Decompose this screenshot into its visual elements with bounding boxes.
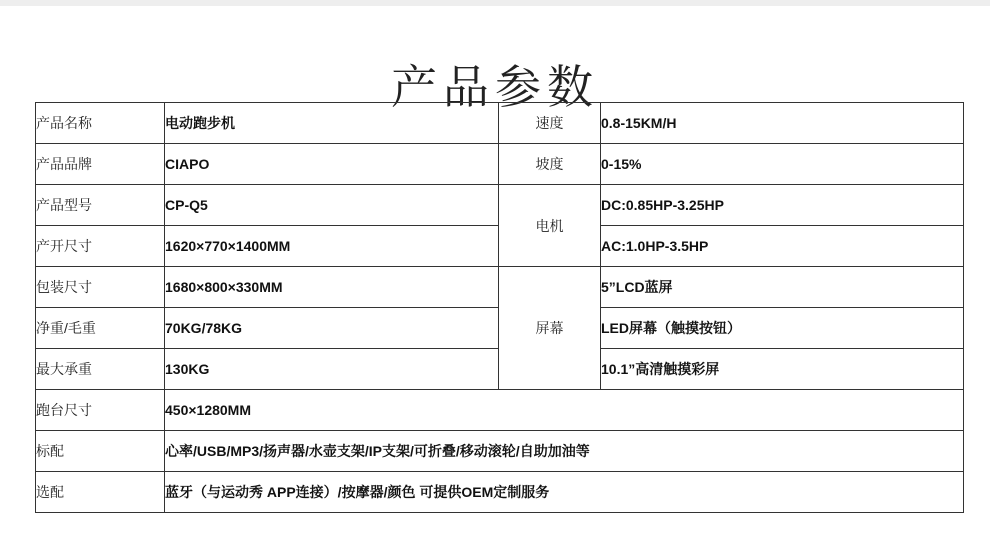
- spec-label: 跑台尺寸: [36, 390, 165, 431]
- spec-table: [35, 102, 964, 513]
- spec-label: 产品型号: [36, 185, 165, 226]
- spec-value: 5”LCD蓝屏: [601, 267, 964, 308]
- spec-label: 最大承重: [36, 349, 165, 390]
- spec-value: LED屏幕（触摸按钮）: [601, 308, 964, 349]
- spec-label: 产品品牌: [36, 144, 165, 185]
- spec-label: 速度: [499, 103, 601, 144]
- spec-label: 选配: [36, 472, 165, 513]
- spec-value: CP-Q5: [165, 185, 499, 226]
- spec-value: CIAPO: [165, 144, 499, 185]
- spec-value: 1620×770×1400MM: [165, 226, 499, 267]
- spec-value: 10.1”高清触摸彩屏: [601, 349, 964, 390]
- spec-value: 0-15%: [601, 144, 964, 185]
- spec-label: 包装尺寸: [36, 267, 165, 308]
- spec-label: 净重/毛重: [36, 308, 165, 349]
- spec-value: DC:0.85HP-3.25HP: [601, 185, 964, 226]
- spec-value: AC:1.0HP-3.5HP: [601, 226, 964, 267]
- top-band: [0, 0, 990, 6]
- spec-label: 坡度: [499, 144, 601, 185]
- spec-label: 产品名称: [36, 103, 165, 144]
- spec-value: 70KG/78KG: [165, 308, 499, 349]
- spec-value: 450×1280MM: [165, 390, 964, 431]
- table-row: [36, 185, 964, 226]
- spec-label: 标配: [36, 431, 165, 472]
- page-title: 产品参数: [391, 60, 599, 113]
- table-row: [36, 144, 964, 185]
- spec-value: 0.8-15KM/H: [601, 103, 964, 144]
- table-row: [36, 472, 964, 513]
- table-row: [36, 267, 964, 308]
- spec-label: 电机: [499, 185, 601, 267]
- table-row: [36, 103, 964, 144]
- spec-label: 产开尺寸: [36, 226, 165, 267]
- spec-value: 1680×800×330MM: [165, 267, 499, 308]
- spec-value: 电动跑步机: [165, 103, 499, 144]
- table-row: [36, 390, 964, 431]
- spec-label: 屏幕: [499, 267, 601, 390]
- spec-value: 心率/USB/MP3/扬声器/水壶支架/IP支架/可折叠/移动滚轮/自助加油等: [165, 431, 964, 472]
- spec-value: 130KG: [165, 349, 499, 390]
- spec-value: 蓝牙（与运动秀 APP连接）/按摩器/颜色 可提供OEM定制服务: [165, 472, 964, 513]
- table-row: [36, 431, 964, 472]
